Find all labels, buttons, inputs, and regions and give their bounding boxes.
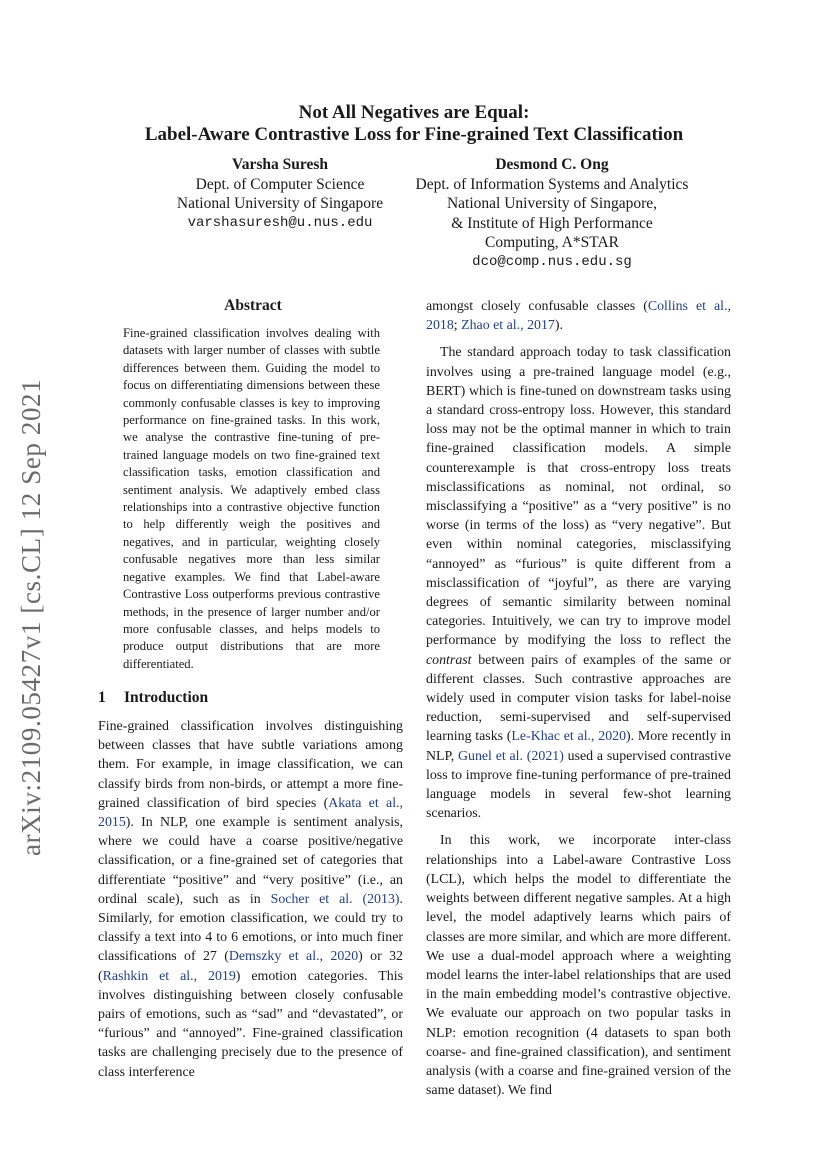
citation-link[interactable]: Gunel et al. (2021): [457, 748, 564, 764]
right-column: [426, 297, 731, 1108]
arxiv-stamp: arXiv:2109.05427v1 [cs.CL] 12 Sep 2021: [16, 378, 46, 856]
citation-link[interactable]: Akata et al., 2015: [98, 795, 403, 831]
author-affiliation: National University of Singapore,: [446, 195, 658, 212]
citation-link[interactable]: Rashkin et al., 2019: [102, 968, 236, 984]
author-affiliation: Computing, A*STAR: [485, 234, 619, 251]
intro-paragraph: Fine-grained classification involves distinguishing between classes that have subtle variations among them. For example, in image classification, we can classify birds from non-birds, or attempt a more fine-grained classification of bird species (Akata et al., 2015). In NLP, one example is sentiment analysis, where we could have a coarse positive/negative classification, or a fine-grained set of categories that differentiate “positive” and “very positive” (i.e., an ordinal scale), such as in Socher et al. (2013). Similarly, for emotion classification, we could try to classify a text into 4 to 6 emotions, or into much finer classifications of 27 (Demszky et al., 2020) or 32 (Rashkin et al., 2019) emotion categories. This involves distinguishing between closely confusable pairs of emotions, such as “sad” and “devastated”, or “furious” and “annoyed”. Fine-grained classification tasks are challenging precisely due to the presence of class interference: [98, 719, 404, 1080]
citation-link[interactable]: Zhao et al., 2017: [461, 318, 555, 334]
section-heading: [98, 689, 208, 707]
paper-title-line-2: Label-Aware Contrastive Loss for Fine-grained Text Classification: [144, 124, 684, 145]
author-email: varshasuresh@u.nus.edu: [187, 214, 373, 231]
author-block-2: [396, 155, 708, 272]
citation-link[interactable]: Demszky et al., 2020: [228, 949, 359, 965]
author-affiliation: Dept. of Information Systems and Analytics: [415, 175, 689, 193]
abstract-heading: Abstract: [224, 297, 282, 314]
section-title: Introduction: [124, 689, 209, 706]
citation-link[interactable]: Le-Khac et al., 2020: [511, 729, 627, 745]
emphasis-text: contrast: [426, 652, 472, 668]
section-number: 1: [98, 689, 106, 706]
citation-link[interactable]: Socher et al. (2013): [270, 891, 400, 907]
abstract-text: Fine-grained classification involves dealing with datasets with larger number of classes with subtle differences between them. Guiding the model to focus on differentiating dimensions between these commonly confusable classes is key to improving performance on fine-grained tasks. In this work, we analyse the contrastive fine-tuning of pre-trained language models on two fine-grained text classification tasks, emotion classification and sentiment analysis. We adaptively embed class relationships into a contrastive objective function to help differently weigh the positives and negatives, and in particular, weighting closely confusable negatives more than less similar negative examples. We find that Label-aware Contrastive Loss outperforms previous contrastive methods, in the presence of larger number and/or more confusable classes, and helps models to produce output distributions that are more differentiated.: [123, 326, 380, 671]
author-name: Desmond C. Ong: [495, 156, 609, 173]
paper-title-line-1: Not All Negatives are Equal:: [298, 102, 530, 123]
left-column: [98, 717, 403, 1090]
intro-paragraph: The standard approach today to task classification involves using a pre-trained language model (e.g., BERT) which is fine-tuned on downstream tasks using a standard cross-entropy loss. However, this standard loss may not be the optimal manner in which to train fine-grained classification models. A simple counterexample is that cross-entropy loss treats misclassifications as nominal, not ordinal, so misclassifying a “positive” as a “very positive” is no worse (in terms of the loss) as “very negative”. But even within nominal categories, misclassifying “annoyed” as “furious” is quite different from a misclassification of “joyful”, as there are varying degrees of semantic similarity between nominal categories. Intuitively, we can try to improve model performance by modifying the loss to reflect the contrast between pairs of examples of the same or different classes. Such contrastive approaches are widely used in computer vision tasks for label-noise reduction, semi-supervised and self-supervised learning tasks (Le-Khac et al., 2020). More recently in NLP, Gunel et al. (2021) used a supervised contrastive loss to improve fine-tuning performance of pre-trained language models in several few-shot learning scenarios.: [426, 345, 731, 822]
author-affiliation: National University of Singapore: [176, 195, 384, 212]
author-affiliation: & Institute of High Performance: [451, 214, 653, 232]
author-affiliation: Dept. of Computer Science: [195, 175, 365, 193]
intro-paragraph: In this work, we incorporate inter-class relationships into a Label-aware Contrastive Loss (LCL), which helps the model to differentiate the weights between different negative samples. At a high level, the model adaptively learns which pairs of classes are more similar, and which are more different. We use a dual-model approach where a weighting model learns the inter-label relationships that are used in the main embedding model’s contrastive objective. We evaluate our approach on two popular tasks in NLP: emotion recognition (4 datasets to span both coarse- and fine-grained classification), and sentiment analysis (with a coarse and fine-grained version of the same dataset). We find: [426, 833, 731, 1099]
citation-link[interactable]: Collins et al., 2018: [426, 299, 731, 334]
author-block-1: [150, 155, 410, 233]
author-email: dco@comp.nus.edu.sg: [472, 253, 632, 270]
intro-paragraph: amongst closely confusable classes (Collins et al., 2018; Zhao et al., 2017).: [426, 299, 731, 334]
author-name: Varsha Suresh: [231, 156, 329, 173]
